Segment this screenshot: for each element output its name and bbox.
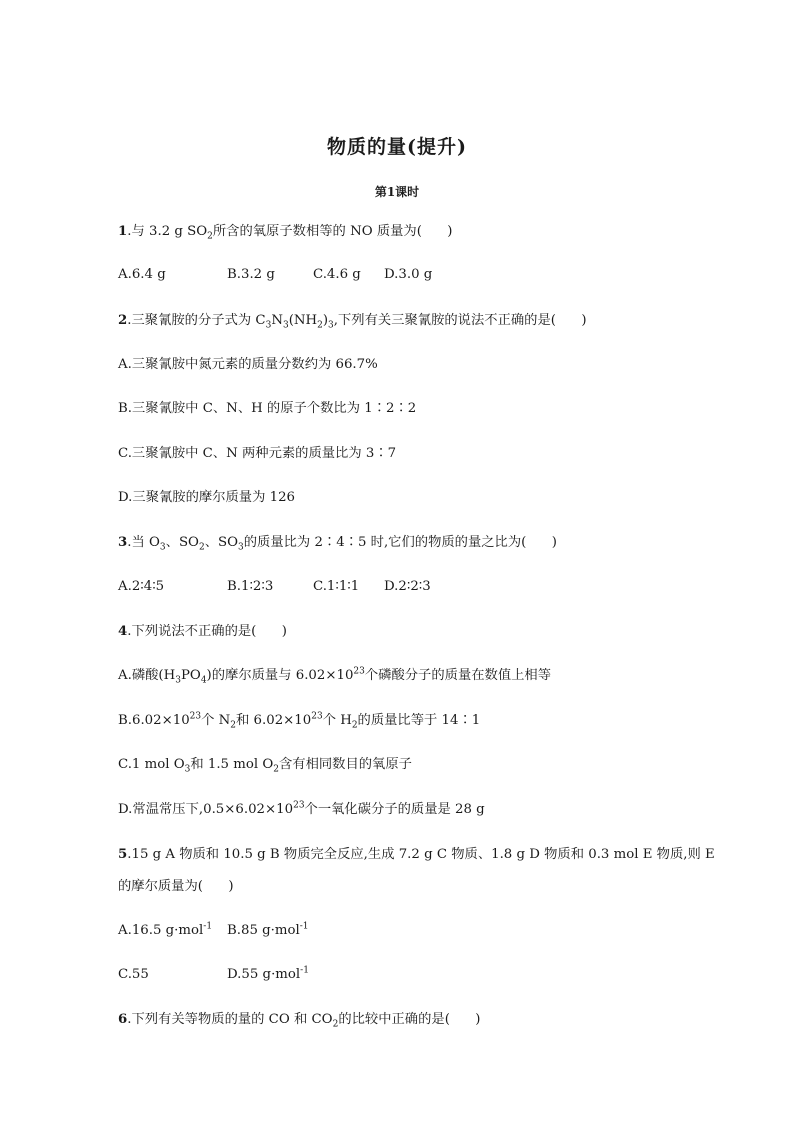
option-a: A.三聚氰胺中氮元素的质量分数约为 66.7% [118, 357, 378, 372]
option-c: C.1∶1∶1 [313, 579, 360, 594]
question-1: 1.与 3.2 g $SO_2$所含的氧原子数相等的 NO 质量为( ) [118, 224, 453, 242]
question-6: 6.下列有关等物质的量的 CO 和 $CO_2$的比较中正确的是( ) [118, 1012, 481, 1030]
option-d: D.2∶2∶3 [384, 579, 431, 594]
question-number: 6 [118, 1012, 128, 1027]
option-b: B.85 g·mol$^{-1}$ [227, 921, 309, 938]
option-a: A.2∶4∶5 [118, 579, 165, 594]
option-a: A.16.5 g·mol$^{-1}$ [118, 921, 213, 938]
option-d: D.三聚氰胺的摩尔质量为 126 [118, 490, 295, 505]
question-2: 2.三聚氰胺的分子式为 $C_3N_3(NH_2)_3$,下列有关三聚氰胺的说法不正确的是( ) [118, 313, 587, 331]
option-c: C.4.6 g [313, 267, 361, 282]
question-3-options [118, 578, 431, 596]
option-d: D.55 g·mol$^{-1}$ [227, 965, 309, 982]
option-b: B.1∶2∶3 [227, 579, 274, 594]
question-number: 1 [118, 224, 128, 239]
question-1-options [118, 266, 432, 284]
question-4: 4.下列说法不正确的是( ) [118, 624, 287, 639]
option-a: A.6.4 g [118, 267, 166, 282]
page-title: 物质的量(提升) [327, 136, 467, 158]
question-5-continued: 的摩尔质量为( ) [118, 879, 234, 894]
option-d: D.常温常压下$,0.5\times 6.02\times 10^{23}$个一氧化碳分子的质量是 28 g [118, 800, 485, 817]
option-a: A.磷酸$(H_3PO_4)$的摩尔质量与 $6.02\times 10^{23}$个磷酸分子的质量在数值上相等 [118, 666, 552, 686]
question-5-options-row-2 [118, 966, 309, 984]
question-number: 4 [118, 624, 128, 639]
page-subtitle: 第1课时 [374, 185, 420, 199]
option-c: C.三聚氰胺中 C、N 两种元素的质量比为 3∶7 [118, 446, 397, 461]
question-3: 3.当 $O_3$、$SO_2$、$SO_3$的质量比为 2∶4∶5 时,它们的物质的量之比为( ) [118, 535, 557, 553]
question-number: 5 [118, 847, 128, 862]
option-c: C.55 [118, 967, 149, 982]
question-number: 2 [118, 313, 128, 328]
option-d: D.3.0 g [384, 267, 433, 282]
option-b: B.3.2 g [227, 267, 275, 282]
question-number: 3 [118, 535, 128, 550]
option-b: $B.6.02\times 10^{23}$个 $N_2$和 $6.02\times 10^{23}$个 $H_2$的质量比等于 14∶1 [118, 711, 481, 731]
question-5-options-row-1 [118, 922, 309, 940]
question-5: 5.15 g A 物质和 10.5 g B 物质完全反应,生成 7.2 g C 物质、1.8 g D 物质和 0.3 mol E 物质,则 E [118, 847, 715, 862]
option-c: C.1 mol $O_3$和 1.5 mol $O_2$含有相同数目的氧原子 [118, 757, 412, 775]
option-b: B.三聚氰胺中 C、N、H 的原子个数比为 1∶2∶2 [118, 401, 417, 416]
